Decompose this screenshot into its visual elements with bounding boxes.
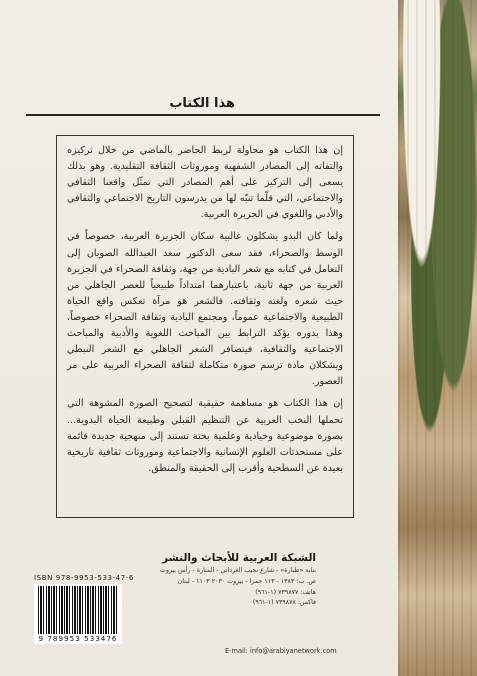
publisher-address: بناية «طبارة» - شارع نجيب العرداتي - المنارة - رأس بيروت <box>159 567 316 574</box>
blurb-paragraph-2: ولما كان البدو يشكلون غالبية سكان الجزيرة العربية، خصوصاً في الوسط والصحراء، فقد سعى الدكتور سعد العبدالله الصويان إلى التعامل في كتابه مع شعر البادية من جهة، وثقافة الصحراء في الجزيرة العربية من جهة ثانية، باعتبارهما امتداداً طبيعياً للعصر الجاهلي من حيث شعره ولغته وثقافته. فالشعر هو مرآة تعكس واقع الحياة الطبيعية والاجتماعية عموماً، ومجتمع البادية وثقافة الصحراء خصوصاً، وهذا بدوره يؤكد الترابط بين المباحث اللغوية والأدبية والمباحث الاجتماعية والثقافية، فيتضافر الشعر الجاهلي مع الشعر النبطي ويشكلان مادة ترسم صورة متكاملة لثقافة الصحراء العربية على مر العصور. <box>67 231 343 388</box>
title-divider <box>26 114 380 116</box>
publisher-fax: فاكس: ٧٣٩٨٧٨ (١-٩٦١) <box>252 599 316 607</box>
publisher-block <box>96 552 316 609</box>
blurb-paragraph-1: إن هذا الكتاب هو محاولة لربط الحاضر بالماضي من خلال تركيزه والتفاته إلى المصادر الشفهية وموروثات الثقافة التقليدية. وهو بذلك يسعى إلى التركيز على أهم المصادر التي تمثّل واقعنا الثقافي والاجتماعي، التي قلّما تنبّه لها من يدرسون التاريخ الاجتماعي والثقافي والأدبي واللغوي في الجزيرة العربية. <box>67 145 343 221</box>
cover-photo-strip <box>398 0 477 676</box>
publisher-po-box: ص. ب: ١٣٨٣ - ١١٣ حمرا - بيروت ٢٠٣٠ ١١٠٣ - لبنان <box>177 577 316 585</box>
barcode-number: 9 789953 533476 <box>38 634 118 643</box>
blurb-box <box>56 135 354 518</box>
publisher-phone: هاتف: ٧٣٩٨٧٧ (١-٩٦١) <box>255 588 316 596</box>
publisher-name: الشبكة العربية للأبحاث والنشر <box>161 552 316 564</box>
page-title: هذا الكتاب <box>169 96 235 111</box>
publisher-email: E-mail: info@arabiyanetwork.com <box>225 647 337 655</box>
isbn-label: ISBN 978-9953-533-47-6 <box>34 574 134 582</box>
blurb-paragraph-3: إن هذا الكتاب هو مساهمة حقيقية لتصحيح الصورة المشوهة التي تحملها النخب العربية عن التنظيم القبلي وطبيعة الحياة البدوية... بصورة موضوعية وحيادية وعلمية بحتة تستند إلى منهجية جديدة قائمة على مستحدثات العلوم الإنسانية والاجتماعية وموروثات ثقافية تاريخية بعيدة عن السطحية وأقرب إلى الحقيقة والمنطق. <box>67 398 343 474</box>
